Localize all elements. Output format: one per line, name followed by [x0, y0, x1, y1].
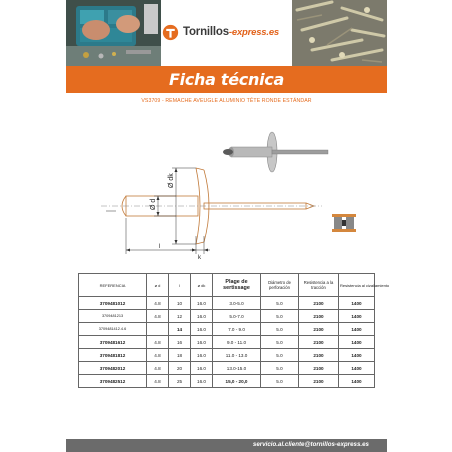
col-header: Resistencia al cizallamiento: [339, 274, 375, 297]
cell-trac: 2100: [299, 336, 339, 349]
table-row: [79, 310, 375, 323]
cell-ref: 3709482512: [79, 375, 147, 388]
cell-dk: 16.0: [191, 362, 213, 375]
cell-dk: 16.0: [191, 349, 213, 362]
cell-d: 4.8: [147, 310, 169, 323]
cell-plage: 15,0 - 20,0: [213, 375, 261, 388]
cell-l: 18: [169, 349, 191, 362]
cell-diam: 5.0: [261, 323, 299, 336]
cell-d: 4.8: [147, 297, 169, 310]
brand-name: Tornillos-express.es: [183, 26, 279, 38]
dim-label-k: k: [198, 255, 201, 261]
dim-label-d: Ø d: [150, 198, 157, 210]
cell-diam: 5.0: [261, 336, 299, 349]
cell-l: 16: [169, 336, 191, 349]
rivet-section-icon: [332, 214, 356, 232]
cell-diam: 5.0: [261, 297, 299, 310]
cell-plage: 5.0-7.0: [213, 310, 261, 323]
cell-diam: 5.0: [261, 349, 299, 362]
col-header: l: [169, 274, 191, 297]
cell-dk: 16.0: [191, 375, 213, 388]
cell-diam: 5.0: [261, 310, 299, 323]
cell-dk: 16.0: [191, 310, 213, 323]
cell-trac: 2100: [299, 297, 339, 310]
rivet-technical-drawing: [86, 118, 376, 268]
cell-dk: 16.0: [191, 297, 213, 310]
screws-photo: [292, 0, 387, 66]
table-row: [79, 362, 375, 375]
cell-diam: 5.0: [261, 362, 299, 375]
col-header: ø dk: [191, 274, 213, 297]
dim-label-dk: Ø dk: [168, 173, 175, 188]
table-row: [79, 297, 375, 310]
col-header: Resistencia a la tracción: [299, 274, 339, 297]
col-header: ø d: [147, 274, 169, 297]
brand-circle-icon: [162, 24, 179, 41]
table-row: [79, 349, 375, 362]
table-header-row: [79, 274, 375, 297]
cell-trac: 2100: [299, 323, 339, 336]
cell-ref: 3709482012: [79, 362, 147, 375]
cell-l: 12: [169, 310, 191, 323]
cell-ref: 3709481012: [79, 297, 147, 310]
product-subtitle: VS3709 - REMACHE AVEUGLE ALUMINIO TÊTE RONDE ESTÁNDAR: [141, 98, 312, 104]
footer-bar: [66, 439, 387, 452]
cell-ciz: 1400: [339, 310, 375, 323]
table-row: [79, 323, 375, 336]
cell-ref: 3709481412.4.6: [79, 323, 147, 336]
cell-ref: 3709481213: [79, 310, 147, 323]
cell-plage: 13.0-15.0: [213, 362, 261, 375]
cell-ciz: 1400: [339, 349, 375, 362]
cell-ciz: 1400: [339, 336, 375, 349]
cell-ciz: 1400: [339, 297, 375, 310]
cell-trac: 2100: [299, 310, 339, 323]
cell-dk: 16.0: [191, 323, 213, 336]
cell-plage: 7.0 - 9.0: [213, 323, 261, 336]
brand-logo[interactable]: [162, 19, 292, 45]
col-header: REFERENCIA: [79, 274, 147, 297]
cell-ciz: 1400: [339, 375, 375, 388]
col-header: Plage de sertissage: [213, 274, 261, 297]
cell-ref: 3709481812: [79, 349, 147, 362]
cell-trac: 2100: [299, 362, 339, 375]
cell-ref: 3709481612: [79, 336, 147, 349]
cell-l: 25: [169, 375, 191, 388]
spec-table: [78, 273, 390, 388]
page-title: Ficha técnica: [169, 70, 284, 89]
cell-d: [147, 323, 169, 336]
cell-dk: 16.0: [191, 336, 213, 349]
table-row: [79, 336, 375, 349]
col-header: Diámetro de perforación: [261, 274, 299, 297]
spec-sheet-page: [66, 0, 390, 452]
cell-l: 20: [169, 362, 191, 375]
header: [66, 0, 387, 66]
cell-ciz: 1400: [339, 362, 375, 375]
cell-ciz: 1400: [339, 323, 375, 336]
cell-trac: 2100: [299, 349, 339, 362]
cell-d: 4.8: [147, 349, 169, 362]
cell-plage: 11.0 - 13.0: [213, 349, 261, 362]
table-row: [79, 375, 375, 388]
dim-label-l: l: [159, 244, 161, 250]
cell-diam: 5.0: [261, 375, 299, 388]
title-bar: [66, 66, 387, 93]
cell-l: 14: [169, 323, 191, 336]
rivet-render: [223, 132, 328, 172]
cell-plage: 9.0 - 11.0: [213, 336, 261, 349]
cell-d: 4.8: [147, 375, 169, 388]
tools-photo: [66, 0, 161, 66]
cell-d: 4.8: [147, 336, 169, 349]
contact-email-link[interactable]: servicio.al.cliente@tornillos-express.es: [252, 441, 369, 448]
cell-plage: 3.0-5.0: [213, 297, 261, 310]
cell-l: 10: [169, 297, 191, 310]
rivet-side-view: [101, 168, 322, 244]
cell-d: 4.8: [147, 362, 169, 375]
cell-trac: 2100: [299, 375, 339, 388]
